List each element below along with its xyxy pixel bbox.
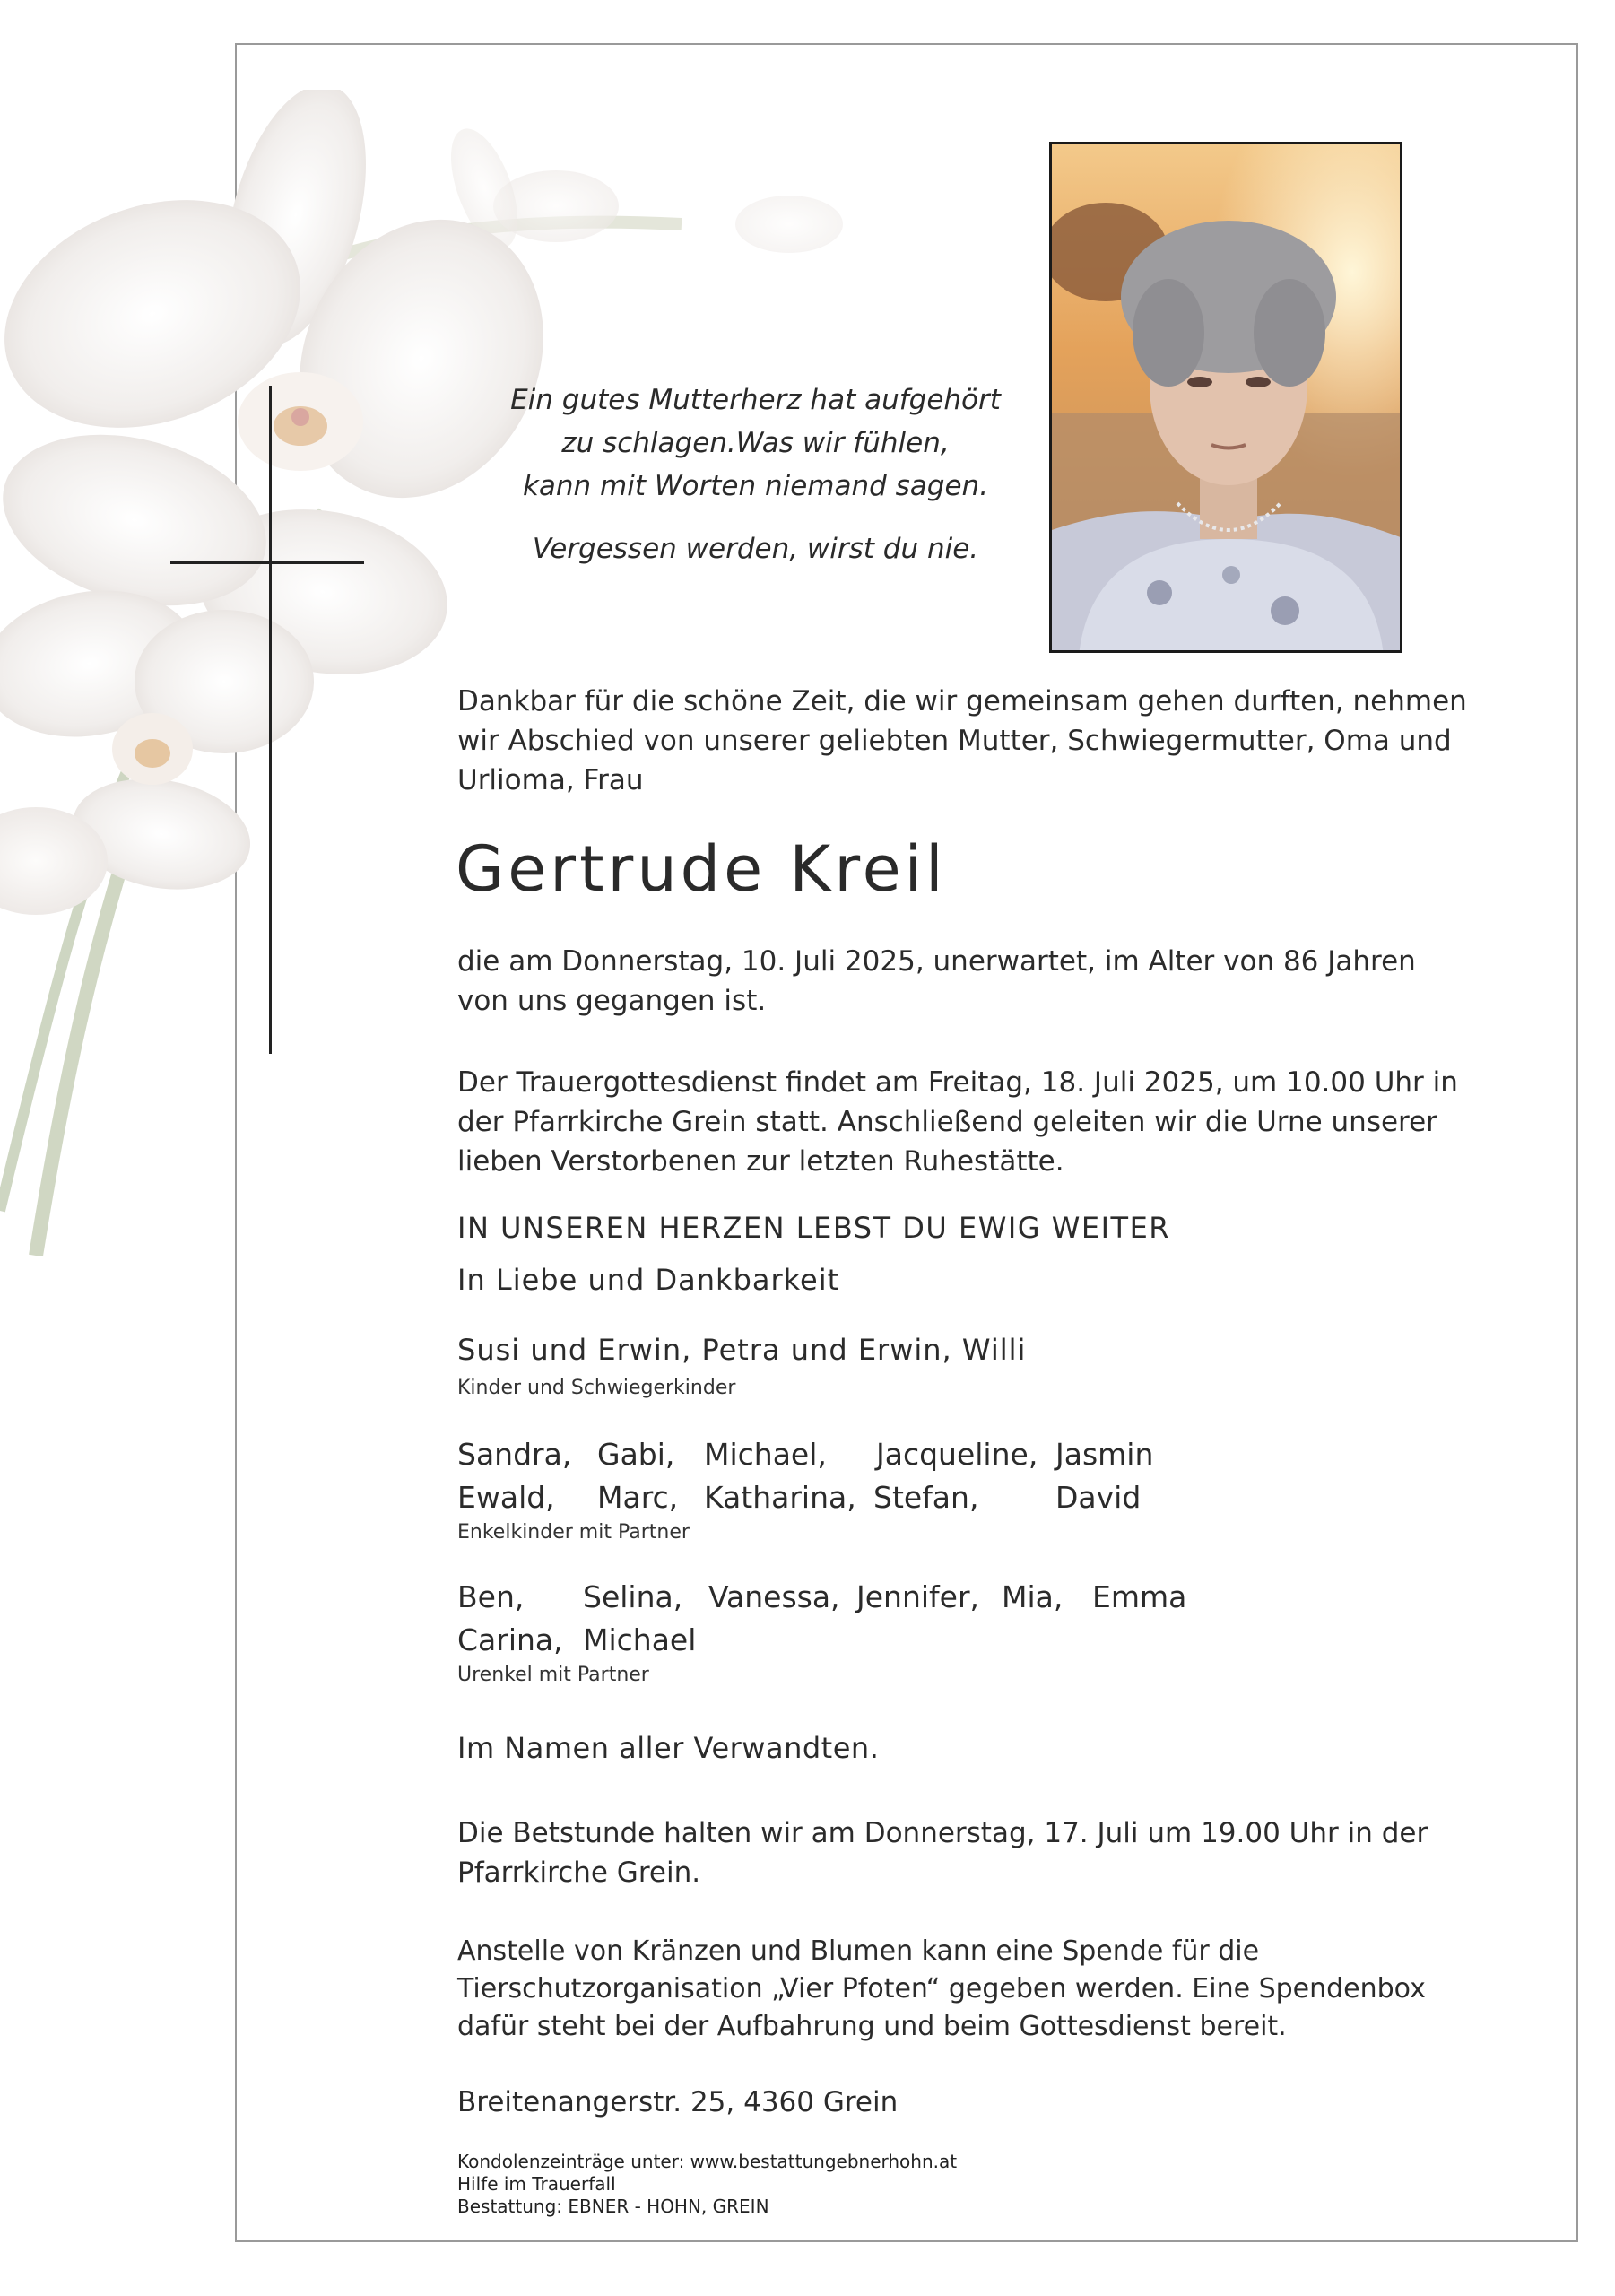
great-grandchildren-label: Urenkel mit Partner bbox=[457, 1664, 649, 1686]
great-grandchild-name: Vanessa, bbox=[708, 1579, 840, 1614]
service-paragraph: Der Trauergottesdienst findet am Freitag, 18. Juli 2025, um 10.00 Uhr in der Pfarrkirche Grein statt. Anschließend geleiten wir die Urne unserer lieben Verstorbenen zur letzten Ruhestätte. bbox=[457, 1066, 1458, 1178]
love-line: In Liebe und Dankbarkeit bbox=[457, 1263, 840, 1297]
intro-text bbox=[457, 682, 1471, 800]
motto: IN UNSEREN HERZEN LEBST DU EWIG WEITER bbox=[457, 1211, 1171, 1245]
portrait-photo bbox=[1049, 142, 1402, 653]
grandchild-name: Gabi, bbox=[597, 1437, 675, 1472]
quote-line: Vergessen werden, wirst du nie. bbox=[532, 533, 979, 565]
service-info bbox=[457, 1063, 1471, 1181]
cross-vertical bbox=[269, 386, 272, 1054]
portrait-image bbox=[1052, 144, 1402, 653]
grandchildren-label: Enkelkinder mit Partner bbox=[457, 1521, 690, 1544]
great-grandchild-name: Emma bbox=[1092, 1579, 1187, 1614]
great-grandchild-name: Jennifer, bbox=[856, 1579, 980, 1614]
memorial-quote bbox=[502, 378, 1009, 570]
prayer-info bbox=[457, 1813, 1471, 1892]
cross-horizontal bbox=[170, 561, 364, 564]
grandchild-name: Stefan, bbox=[873, 1480, 979, 1515]
grandchild-name: Jacqueline, bbox=[876, 1437, 1038, 1472]
grandchild-name: Michael, bbox=[704, 1437, 827, 1472]
death-info-paragraph: die am Donnerstag, 10. Juli 2025, unerwartet, im Alter von 86 Jahren von uns gegangen ist. bbox=[457, 945, 1416, 1017]
footer-undertaker: Bestattung: EBNER - HOHN, GREIN bbox=[457, 2196, 769, 2217]
great-grandchild-name: Ben, bbox=[457, 1579, 525, 1614]
relatives-line: Im Namen aller Verwandten. bbox=[457, 1731, 880, 1765]
children-label: Kinder und Schwiegerkinder bbox=[457, 1377, 736, 1399]
condolence-link[interactable]: Kondolenzeinträge unter: www.bestattungebnerhohn.at bbox=[457, 2151, 958, 2172]
great-grandchild-name: Michael bbox=[583, 1622, 697, 1657]
quote-line: zu schlagen.Was wir fühlen, bbox=[561, 427, 950, 459]
quote-line: Ein gutes Mutterherz hat aufgehört bbox=[510, 384, 1001, 416]
address-line: Breitenangerstr. 25, 4360 Grein bbox=[457, 2086, 899, 2118]
prayer-paragraph: Die Betstunde halten wir am Donnerstag, 17. Juli um 19.00 Uhr in der Pfarrkirche Grein. bbox=[457, 1817, 1428, 1889]
death-info bbox=[457, 942, 1471, 1021]
grandchild-name: Katharina, bbox=[704, 1480, 856, 1515]
children-names: Susi und Erwin, Petra und Erwin, Willi bbox=[457, 1333, 1027, 1367]
grandchild-name: David bbox=[1055, 1480, 1142, 1515]
great-grandchild-name: Carina, bbox=[457, 1622, 563, 1657]
footer-help: Hilfe im Trauerfall bbox=[457, 2173, 616, 2195]
grandchild-name: Sandra, bbox=[457, 1437, 572, 1472]
donation-paragraph: Anstelle von Kränzen und Blumen kann eine Spende für die Tierschutzorganisation „Vier Pfoten“ gegeben werden. Eine Spendenbox dafür steht bei der Aufbahrung und beim Gottesdienst bereit. bbox=[457, 1935, 1426, 2042]
address bbox=[457, 2083, 1471, 2122]
grandchild-name: Marc, bbox=[597, 1480, 679, 1515]
quote-line: kann mit Worten niemand sagen. bbox=[522, 470, 989, 502]
great-grandchild-name: Mia, bbox=[1002, 1579, 1064, 1614]
donation-info bbox=[457, 1933, 1471, 2046]
footer bbox=[457, 2151, 957, 2218]
intro-paragraph: Dankbar für die schöne Zeit, die wir gemeinsam gehen durften, nehmen wir Abschied von unserer geliebten Mutter, Schwiegermutter, Oma und Urlioma, Frau bbox=[457, 685, 1467, 796]
grandchild-name: Ewald, bbox=[457, 1480, 555, 1515]
grandchild-name: Jasmin bbox=[1055, 1437, 1154, 1472]
deceased-name: Gertrude Kreil bbox=[456, 832, 947, 906]
great-grandchild-name: Selina, bbox=[583, 1579, 683, 1614]
